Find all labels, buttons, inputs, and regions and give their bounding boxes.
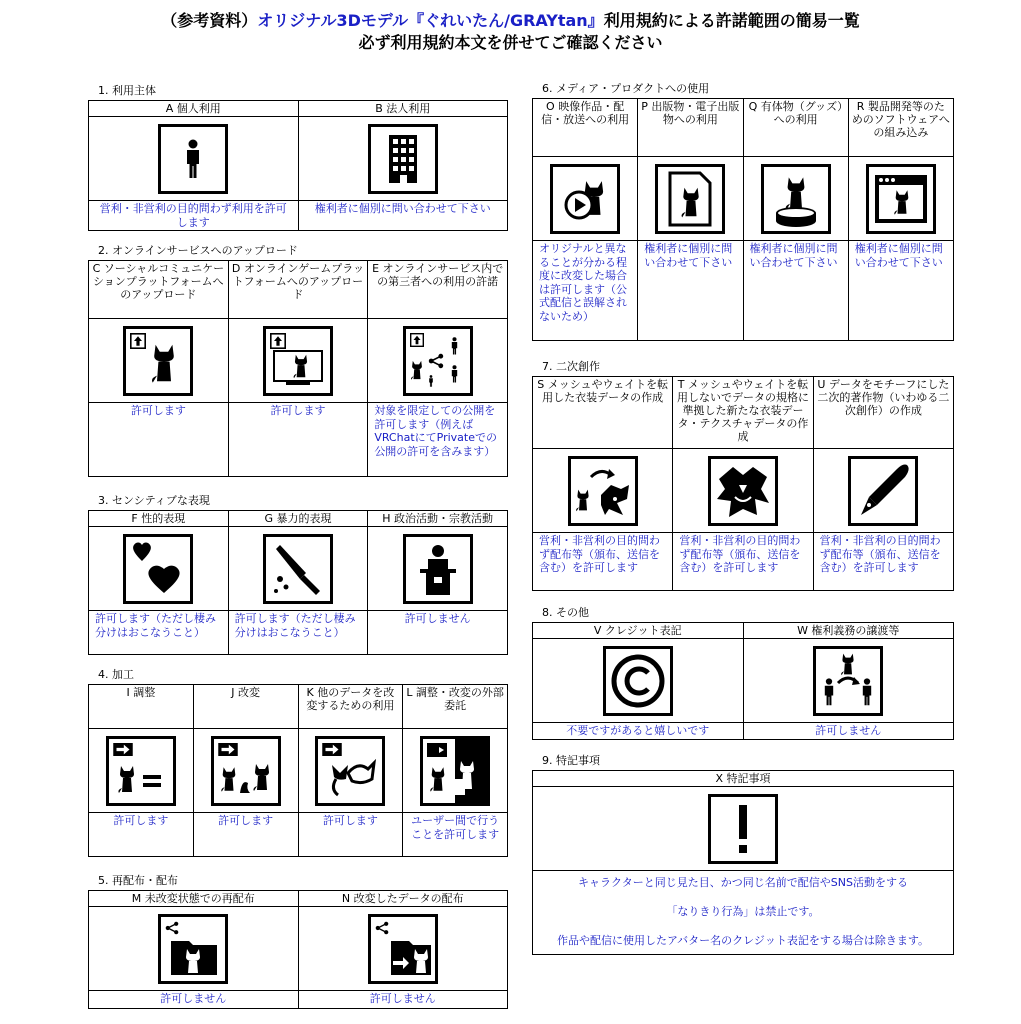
result-f: 許可します（ただし棲み分けはおこなうこと）: [89, 611, 229, 655]
column-head-p: P 出版物・電子出版物への利用: [638, 99, 743, 157]
result-q: 権利者に個別に問い合わせて下さい: [743, 241, 848, 341]
section-label: 2. オンラインサービスへのアップロード: [98, 244, 298, 257]
column-head-b: B 法人利用: [298, 101, 508, 117]
pen-icon: [848, 456, 918, 526]
section-label: 6. メディア・プロダクトへの使用: [542, 82, 710, 95]
column-head-q: Q 有体物（グッズ）への利用: [743, 99, 848, 157]
section-table: [88, 100, 508, 231]
section-table: [88, 510, 508, 655]
costume-transfer-icon: [568, 456, 638, 526]
software-icon: [866, 164, 936, 234]
column-head-c: C ソーシャルコミュニケーションプラットフォームへのアップロード: [89, 261, 229, 319]
result-p: 権利者に個別に問い合わせて下さい: [638, 241, 743, 341]
section-special-notes: [532, 754, 954, 955]
section-derivative-works: [532, 360, 954, 591]
section-table: [532, 376, 954, 591]
section-usage-subject: [88, 84, 508, 231]
column-head-h: H 政治活動・宗教活動: [368, 511, 508, 527]
upload-avatar-icon: [123, 326, 193, 396]
result-u: 営利・非営利の目的問わず配布等（頒布、送信を含む）を許可します: [813, 533, 953, 591]
section-processing: [88, 668, 508, 857]
column-head-w: W 権利義務の譲渡等: [743, 623, 954, 639]
building-icon: [368, 124, 438, 194]
page-title: [0, 10, 1021, 54]
result-b: 権利者に個別に問い合わせて下さい: [298, 201, 508, 231]
result-k: 許可します: [298, 813, 403, 857]
section-table: [88, 890, 508, 1009]
section-sensitive: [88, 494, 508, 655]
column-head-x: X 特記事項: [533, 771, 954, 787]
result-g: 許可します（ただし棲み分けはおこなうこと）: [228, 611, 368, 655]
title-line-2: 必ず利用規約本文を併せてご確認ください: [358, 33, 663, 52]
section-label: 9. 特記事項: [542, 754, 600, 767]
result-t: 営利・非営利の目的問わず配布等（頒布、送信を含む）を許可します: [673, 533, 813, 591]
column-head-e: E オンラインサービス内での第三者への利用の許諾: [368, 261, 508, 319]
section-table: [532, 98, 954, 341]
other-data-icon: [315, 736, 385, 806]
costume-icon: [708, 456, 778, 526]
title-model-name: オリジナル3Dモデル『ぐれいたん/GRAYtan』: [257, 11, 604, 30]
title-line-1: [0, 10, 1021, 32]
special-note-line-2: 「なりきり行為」は禁止です。: [666, 905, 820, 918]
section-label: 5. 再配布・配布: [98, 874, 178, 887]
column-head-m: M 未改変状態での再配布: [89, 891, 299, 907]
podium-icon: [403, 534, 473, 604]
publication-icon: [655, 164, 725, 234]
outsource-icon: [420, 736, 490, 806]
section-table: [532, 622, 954, 740]
section-label: 7. 二次創作: [542, 360, 600, 373]
section-label: 4. 加工: [98, 668, 134, 681]
column-head-g: G 暴力的表現: [228, 511, 368, 527]
adjust-icon: [106, 736, 176, 806]
section-redistribution: [88, 874, 508, 1009]
exclamation-icon: [708, 794, 778, 864]
section-label: 8. その他: [542, 606, 589, 619]
result-v: 不要ですがあると嬉しいです: [533, 723, 744, 740]
column-head-k: K 他のデータを改変するための利用: [298, 685, 403, 729]
special-notes-text: [533, 871, 954, 955]
result-h: 許可しません: [368, 611, 508, 655]
result-m: 許可しません: [89, 991, 299, 1009]
column-head-s: S メッシュやウェイトを転用した衣装データの作成: [533, 377, 673, 449]
title-prefix: （参考資料）: [161, 11, 258, 30]
result-w: 許可しません: [743, 723, 954, 740]
column-head-f: F 性的表現: [89, 511, 229, 527]
upload-game-icon: [263, 326, 333, 396]
section-label: 1. 利用主体: [98, 84, 156, 97]
share-folder-icon: [158, 914, 228, 984]
result-o: オリジナルと異なることが分かる程度に改変した場合は許可します（公式配信と誤解されないため）: [533, 241, 638, 341]
hearts-icon: [123, 534, 193, 604]
knife-icon: [263, 534, 333, 604]
figure-icon: [761, 164, 831, 234]
result-n: 許可しません: [298, 991, 508, 1009]
result-c: 許可します: [89, 403, 229, 477]
modify-icon: [211, 736, 281, 806]
share-modified-icon: [368, 914, 438, 984]
column-head-a: A 個人利用: [89, 101, 299, 117]
result-r: 権利者に個別に問い合わせて下さい: [848, 241, 953, 341]
result-s: 営利・非営利の目的問わず配布等（頒布、送信を含む）を許可します: [533, 533, 673, 591]
result-e: 対象を限定しての公開を許可します（例えばVRChatにてPrivateでの公開の許可を含みます）: [368, 403, 508, 477]
column-head-r: R 製品開発等のためのソフトウェアへの組み込み: [848, 99, 953, 157]
transfer-icon: [813, 646, 883, 716]
result-a: 営利・非営利の目的問わず利用を許可します: [89, 201, 299, 231]
column-head-u: U データをモチーフにした二次的著作物（いわゆる二次創作）の作成: [813, 377, 953, 449]
column-head-o: O 映像作品・配信・放送への利用: [533, 99, 638, 157]
column-head-j: J 改変: [193, 685, 298, 729]
person-icon: [158, 124, 228, 194]
section-media-products: [532, 82, 954, 341]
column-head-d: D オンラインゲームプラットフォームへのアップロード: [228, 261, 368, 319]
share-users-icon: [403, 326, 473, 396]
result-d: 許可します: [228, 403, 368, 477]
section-label: 3. センシティブな表現: [98, 494, 210, 507]
column-head-n: N 改変したデータの配布: [298, 891, 508, 907]
result-j: 許可します: [193, 813, 298, 857]
section-online-upload: [88, 244, 508, 477]
title-suffix: 利用規約による許諾範囲の簡易一覧: [603, 11, 860, 30]
result-l: ユーザー間で行うことを許可します: [403, 813, 508, 857]
column-head-i: I 調整: [89, 685, 194, 729]
column-head-v: V クレジット表記: [533, 623, 744, 639]
result-i: 許可します: [89, 813, 194, 857]
column-head-l: L 調整・改変の外部委託: [403, 685, 508, 729]
section-table: [532, 770, 954, 955]
section-table: [88, 260, 508, 477]
section-other: [532, 606, 954, 740]
special-note-line-1: キャラクターと同じ見た目、かつ同じ名前で配信やSNS活動をする: [578, 876, 908, 889]
video-icon: [550, 164, 620, 234]
column-head-t: T メッシュやウェイトを転用しないでデータの規格に準拠した新たな衣装データ・テクスチャデータの作成: [673, 377, 813, 449]
copyright-icon: [603, 646, 673, 716]
special-note-line-3: 作品や配信に使用したアバター名のクレジット表記をする場合は除きます。: [557, 934, 929, 947]
section-table: [88, 684, 508, 857]
